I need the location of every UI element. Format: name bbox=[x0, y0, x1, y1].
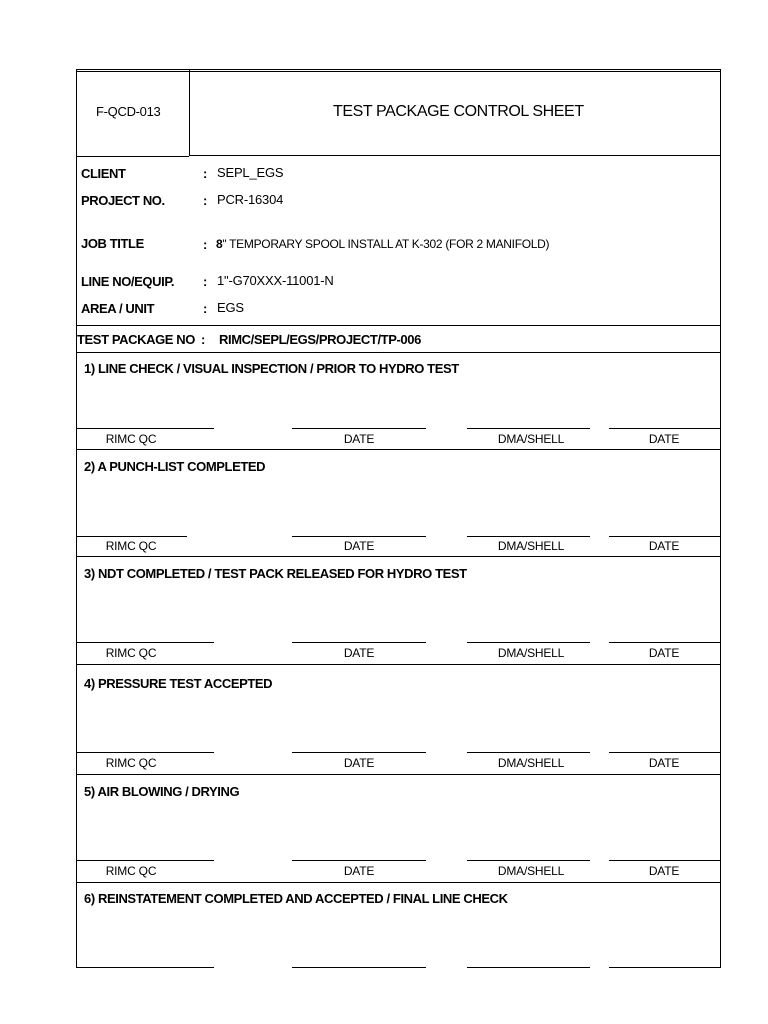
section-3-dma-label: DMA/SHELL bbox=[497, 646, 565, 660]
header-bottom-line bbox=[189, 155, 721, 156]
section-5-rimc-sign-line[interactable] bbox=[76, 860, 214, 861]
area-unit-colon: : bbox=[203, 301, 208, 316]
section-1-date1-sign-line[interactable] bbox=[292, 428, 426, 429]
project-label: PROJECT NO. bbox=[81, 193, 165, 208]
section-6-dma-sign-line[interactable] bbox=[467, 967, 590, 968]
job-title-label: JOB TITLE bbox=[81, 236, 144, 251]
section-5-dma-sign-line[interactable] bbox=[467, 860, 590, 861]
section-3-bottom-line bbox=[76, 664, 721, 665]
form-top-border bbox=[76, 69, 721, 70]
section-4-rimc-sign-line[interactable] bbox=[76, 752, 214, 753]
section-3-date1-sign-line[interactable] bbox=[292, 642, 426, 643]
section-5-date1-label: DATE bbox=[343, 864, 375, 878]
section-2-dma-sign-line[interactable] bbox=[467, 536, 590, 537]
header-divider bbox=[189, 69, 190, 156]
section-6-date2-sign-line[interactable] bbox=[609, 967, 720, 968]
section-5-bottom-line bbox=[76, 882, 721, 883]
section-1-dma-sign-line[interactable] bbox=[467, 428, 590, 429]
section-2-date1-sign-line[interactable] bbox=[292, 536, 426, 537]
section-2-rimc-sign-line[interactable] bbox=[76, 536, 187, 537]
section-2-title: 2) A PUNCH-LIST COMPLETED bbox=[84, 459, 266, 474]
line-no-label: LINE NO/EQUIP. bbox=[81, 274, 175, 289]
job-title-value bbox=[216, 237, 549, 251]
section-1-title: 1) LINE CHECK / VISUAL INSPECTION / PRIOR TO HYDRO TEST bbox=[84, 361, 459, 376]
area-unit-label: AREA / UNIT bbox=[81, 301, 155, 316]
test-package-label: TEST PACKAGE NO bbox=[77, 332, 195, 347]
section-5-date2-label: DATE bbox=[648, 864, 680, 878]
section-4-date2-label: DATE bbox=[648, 756, 680, 770]
line-no-colon: : bbox=[203, 274, 208, 289]
section-1-date2-sign-line[interactable] bbox=[609, 428, 720, 429]
section-5-date1-sign-line[interactable] bbox=[292, 860, 426, 861]
test-package-top-line bbox=[76, 325, 721, 326]
section-4-dma-sign-line[interactable] bbox=[467, 752, 590, 753]
section-2-date1-label: DATE bbox=[343, 539, 375, 553]
section-5-dma-label: DMA/SHELL bbox=[497, 864, 565, 878]
test-package-colon: : bbox=[201, 332, 206, 347]
job-title-text: " TEMPORARY SPOOL INSTALL AT K-302 (FOR 2 MANIFOLD) bbox=[222, 237, 550, 251]
form-right-border bbox=[720, 69, 721, 968]
section-4-date2-sign-line[interactable] bbox=[609, 752, 720, 753]
section-6-rimc-sign-line[interactable] bbox=[76, 967, 214, 968]
section-5-title: 5) AIR BLOWING / DRYING bbox=[84, 784, 240, 799]
section-3-rimc-label: RIMC QC bbox=[105, 646, 157, 660]
area-unit-value: EGS bbox=[217, 300, 244, 315]
section-3-title: 3) NDT COMPLETED / TEST PACK RELEASED FOR HYDRO TEST bbox=[84, 566, 467, 581]
form-code: F-QCD-013 bbox=[96, 104, 161, 119]
section-1-rimc-label: RIMC QC bbox=[105, 432, 157, 446]
section-6-title: 6) REINSTATEMENT COMPLETED AND ACCEPTED / FINAL LINE CHECK bbox=[84, 891, 508, 906]
form-top-border-inner bbox=[76, 71, 721, 72]
section-3-date1-label: DATE bbox=[343, 646, 375, 660]
form-left-border bbox=[76, 69, 77, 968]
job-title-prefix: 8 bbox=[216, 237, 223, 251]
section-3-dma-sign-line[interactable] bbox=[467, 642, 590, 643]
job-title-colon: : bbox=[203, 237, 208, 252]
section-2-date2-sign-line[interactable] bbox=[609, 536, 720, 537]
client-label: CLIENT bbox=[81, 166, 126, 181]
section-3-rimc-sign-line[interactable] bbox=[76, 642, 214, 643]
section-4-date1-label: DATE bbox=[343, 756, 375, 770]
section-3-date2-sign-line[interactable] bbox=[609, 642, 720, 643]
project-colon: : bbox=[203, 193, 208, 208]
section-5-date2-sign-line[interactable] bbox=[609, 860, 720, 861]
section-4-bottom-line bbox=[76, 774, 721, 775]
section-4-title: 4) PRESSURE TEST ACCEPTED bbox=[84, 676, 273, 691]
line-no-value: 1"-G70XXX-11001-N bbox=[217, 273, 334, 288]
client-colon: : bbox=[203, 166, 208, 181]
section-2-rimc-label: RIMC QC bbox=[105, 539, 157, 553]
section-2-dma-label: DMA/SHELL bbox=[497, 539, 565, 553]
section-1-date2-label: DATE bbox=[648, 432, 680, 446]
project-value: PCR-16304 bbox=[217, 192, 284, 207]
client-value: SEPL_EGS bbox=[217, 165, 284, 180]
test-package-bottom-line bbox=[76, 352, 721, 353]
section-4-dma-label: DMA/SHELL bbox=[497, 756, 565, 770]
section-3-date2-label: DATE bbox=[648, 646, 680, 660]
test-package-value: RIMC/SEPL/EGS/PROJECT/TP-006 bbox=[219, 332, 421, 347]
section-4-rimc-label: RIMC QC bbox=[105, 756, 157, 770]
form-title: TEST PACKAGE CONTROL SHEET bbox=[333, 103, 584, 120]
section-1-bottom-line bbox=[76, 449, 721, 450]
section-5-rimc-label: RIMC QC bbox=[105, 864, 157, 878]
section-4-date1-sign-line[interactable] bbox=[292, 752, 426, 753]
section-1-rimc-sign-line[interactable] bbox=[76, 428, 214, 429]
section-2-bottom-line bbox=[76, 556, 721, 557]
section-2-date2-label: DATE bbox=[648, 539, 680, 553]
code-box-bottom bbox=[76, 156, 189, 157]
section-1-dma-label: DMA/SHELL bbox=[497, 432, 565, 446]
section-1-date1-label: DATE bbox=[343, 432, 375, 446]
section-6-date1-sign-line[interactable] bbox=[292, 967, 426, 968]
